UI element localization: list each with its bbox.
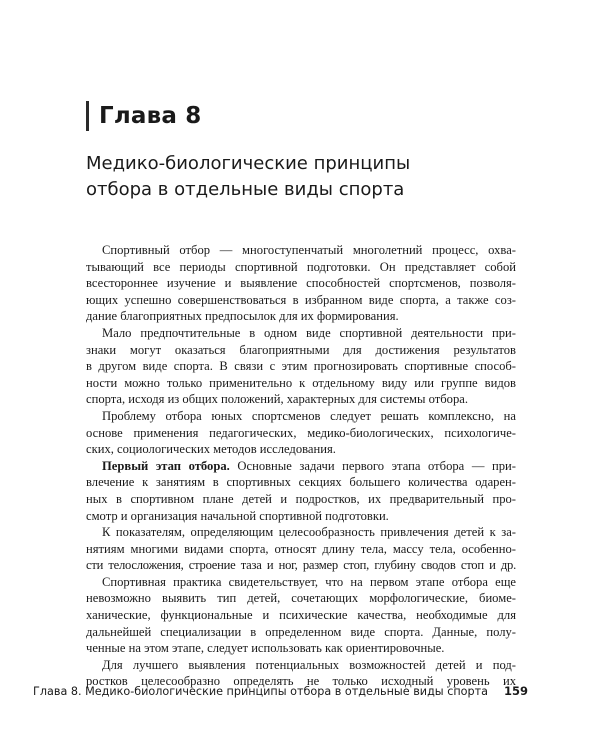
- text-line: ности можно только применительно к отдельному виду или группе видов: [86, 375, 516, 390]
- chapter-title: Глава 8: [99, 103, 202, 129]
- page-number: 159: [503, 684, 528, 698]
- text-line: знаки могут оказаться благоприятными для достижения результатов: [86, 342, 516, 357]
- text-line: Мало предпочтительные в одном виде спортивной деятельности при-: [102, 325, 516, 340]
- section-lead: Первый этап отбора.: [102, 458, 230, 473]
- text-line: дальнейшей специализации в определенном виде спорта. Данные, полу-: [86, 624, 516, 639]
- chapter-heading-bar: [86, 101, 89, 131]
- text-line: Для лучшего выявления потенциальных возможностей детей и под-: [102, 657, 516, 672]
- text-line: ющих успешно совершенствоваться в избранном виде спорта, а также соз-: [86, 292, 516, 307]
- text-line: ростков целесообразно определять не только исходный уровень их: [86, 674, 516, 689]
- text-line: всестороннее изучение и выявление способностей спортсменов, позволя-: [86, 276, 516, 291]
- text-line: ченные на этом этапе, следует использовать как ориентировочные.: [86, 641, 445, 656]
- text-line: спорта, исходя из общих положений, характерных для системы отбора.: [86, 392, 468, 407]
- chapter-heading: [86, 100, 202, 132]
- text-line: тывающий все периоды спортивной подготовки. Он представляет собой: [86, 259, 516, 274]
- text-line: сти телосложения, строение таза и ног, размер стоп, глубину сводов стоп и др.: [86, 558, 516, 573]
- text-line: ских, социологических методов исследования.: [86, 442, 336, 457]
- text-line: в другом виде спорта. В связи с этим прогнозировать спортивные способ-: [86, 359, 516, 374]
- chapter-subtitle-line: Медико-биологические принципы: [86, 153, 411, 174]
- text-line: основе применения педагогических, медико-биологических, психологиче-: [86, 425, 516, 440]
- text-line: невозможно выявить тип детей, сочетающих морфологические, биоме-: [86, 591, 516, 606]
- text-line: смотр и организация начальной спортивной подготовки.: [86, 508, 389, 523]
- paragraph: [86, 408, 516, 458]
- page-footer: [33, 678, 528, 704]
- paragraph: [86, 325, 516, 408]
- text-line: ных в спортивном плане детей и подростков, их предварительный про-: [86, 491, 516, 506]
- text-line: влечение к занятиям в спортивных секциях большего количества одарен-: [86, 475, 516, 490]
- text-fragment: Основные задачи первого этапа отбора — при-: [229, 458, 516, 473]
- chapter-subtitle-line: отбора в отдельные виды спорта: [86, 179, 405, 200]
- paragraph: [86, 458, 516, 524]
- chapter-subtitle: [86, 151, 526, 203]
- paragraph: [86, 574, 516, 657]
- paragraph: [86, 242, 516, 325]
- running-head: Глава 8. Медико-биологические принципы отбора в отдельные виды спорта: [33, 684, 488, 698]
- text-line: Спортивная практика свидетельствует, что на первом этапе отбора еще: [102, 574, 516, 589]
- text-line: ханические, функциональные и психические качества, необходимые для: [86, 608, 516, 623]
- text-line: дание благоприятных предпосылок для их формирования.: [86, 309, 399, 324]
- text-line: Спортивный отбор — многоступенчатый многолетний процесс, охва-: [102, 243, 516, 257]
- text-line: К показателям, определяющим целесообразность привлечения детей к за-: [102, 525, 516, 540]
- text-line: Проблему отбора юных спортсменов следует решать комплексно, на: [102, 408, 516, 423]
- body-text: [86, 242, 516, 690]
- text-line: нятиям многими видами спорта, относят длину тела, массу тела, особенно-: [86, 541, 516, 556]
- paragraph: [86, 524, 516, 574]
- text-line: [86, 458, 516, 475]
